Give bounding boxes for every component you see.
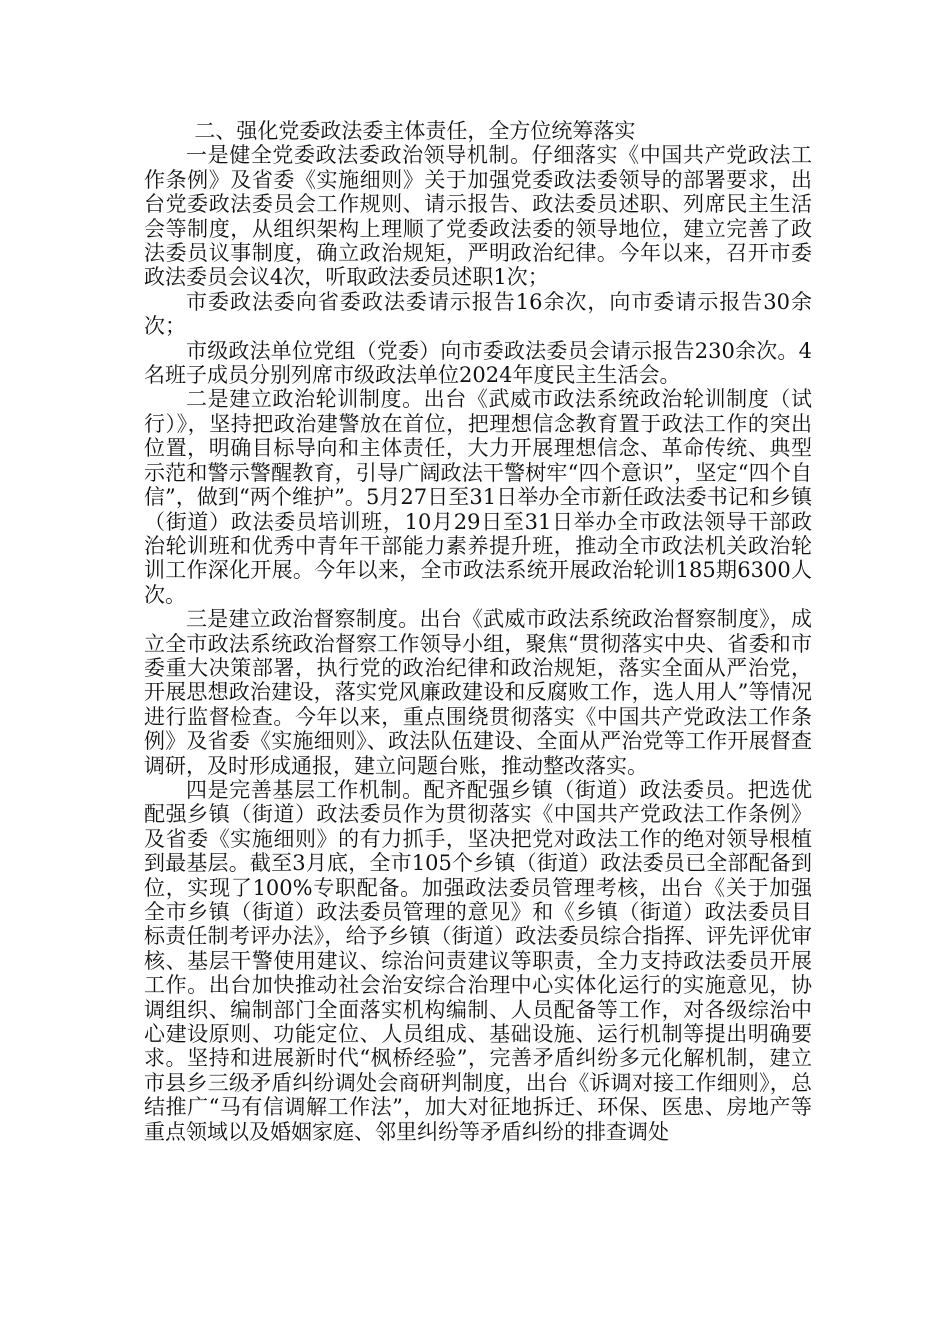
section-heading: 二、强化党委政法委主体责任，全方位统筹落实 xyxy=(194,119,636,143)
paragraph-political-leadership: 一是健全党委政法委政治领导机制。仔细落实《中国共产党政法工作条例》及省委《实施细则》关于加强党委政法委领导的部署要求，出台党委政法委员会工作规则、请示报告、政法委员述职、列席民主生活会等制度，从组织架构上理顺了党委政法委的领导地位，建立完善了政法委员议事制度，确立政治规矩，严明政治纪律。今年以来，召开市委政法委员会议4次，听取政法委员述职1次； xyxy=(144,143,812,290)
paragraph-report-to-province: 市委政法委向省委政法委请示报告16余次，向市委请示报告30余次； xyxy=(144,289,812,339)
paragraph-report-to-city: 市级政法单位党组（党委）向市委政法委员会请示报告230余次。4名班子成员分别列席市级政法单位2024年度民主生活会。 xyxy=(144,338,812,388)
document-page xyxy=(144,119,812,1144)
paragraph-political-inspection: 三是建立政治督察制度。出台《武威市政法系统政治督察制度》，成立全市政法系统政治督察工作领导小组，聚焦“贯彻落实中央、省委和市委重大决策部署，执行党的政治纪律和政治规矩，落实全面从严治党，开展思想政治建设，落实党风廉政建设和反腐败工作，选人用人”等情况进行监督检查。今年以来，重点围绕贯彻落实《中国共产党政法工作条例》及省委《实施细则》、政法队伍建设、全面从严治党等工作开展督查调研，及时形成通报，建立问题台账，推动整改落实。 xyxy=(144,607,812,778)
paragraph-political-training: 二是建立政治轮训制度。出台《武威市政法系统政治轮训制度（试行）》，坚持把政治建警放在首位，把理想信念教育置于政法工作的突出位置，明确目标导向和主体责任，大力开展理想信念、革命传统、典型示范和警示警醒教育，引导广阔政法干警树牢“四个意识”，坚定“四个自信”，做到“两个维护”。5月27日至31日举办全市新任政法委书记和乡镇（街道）政法委员培训班，10月29日至31日举办全市政法领导干部政治轮训班和优秀中青年干部能力素养提升班，推动全市政法机关政治轮训工作深化开展。今年以来，全市政法系统开展政治轮训185期6300人次。 xyxy=(144,387,812,607)
paragraph-grassroots-mechanism: 四是完善基层工作机制。配齐配强乡镇（街道）政法委员。把选优配强乡镇（街道）政法委员作为贯彻落实《中国共产党政法工作条例》及省委《实施细则》的有力抓手，坚决把党对政法工作的绝对领导根植到最基层。截至3月底，全市105个乡镇（街道）政法委员已全部配备到位，实现了100%专职配备。加强政法委员管理考核，出台《关于加强全市乡镇（街道）政法委员管理的意见》和《乡镇（街道）政法委员目标责任制考评办法》，给予乡镇（街道）政法委员综合指挥、评先评优审核、基层干警使用建议、综治问责建议等职责，全力支持政法委员开展工作。出台加快推动社会治安综合治理中心实体化运行的实施意见，协调组织、编制部门全面落实机构编制、人员配备等工作，对各级综治中心建设原则、功能定位、人员组成、基础设施、运行机制等提出明确要求。坚持和进展新时代“枫桥经验”，完善矛盾纠纷多元化解机制，建立市县乡三级矛盾纠纷调处会商研判制度，出台《诉调对接工作细则》，总结推广“马有信调解工作法”，加大对征地拆迁、环保、医患、房地产等重点领域以及婚姻家庭、邻里纠纷等矛盾纠纷的排查调处 xyxy=(144,777,812,1144)
